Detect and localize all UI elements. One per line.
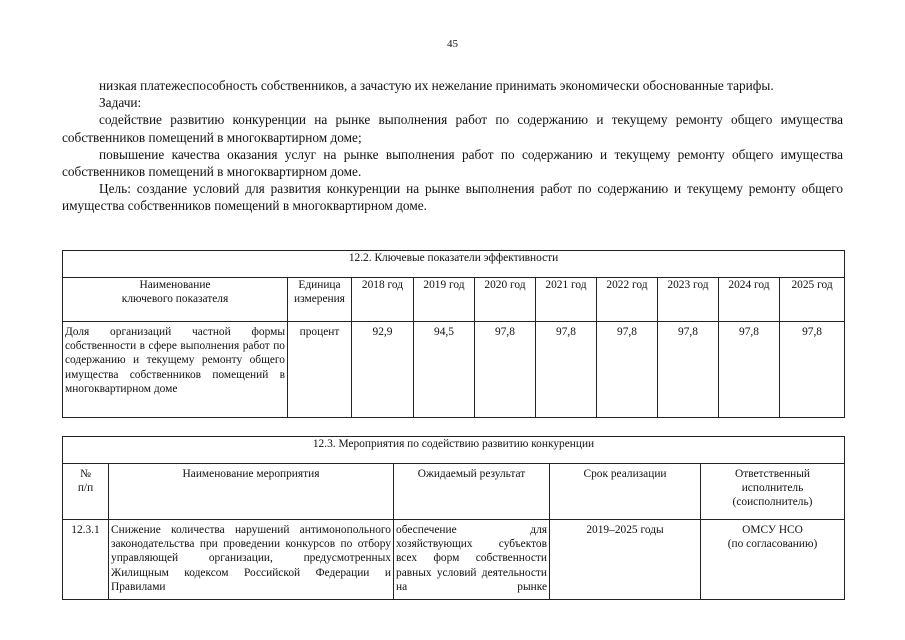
paragraph-tariffs: низкая платежеспособность собственников, а зачастую их нежелание принимать экономически обоснованные тарифы. xyxy=(99,78,774,93)
measures-table-caption: 12.3. Мероприятия по содействию развитию конкуренции xyxy=(63,437,845,464)
measures-header-name: Наименование мероприятия xyxy=(109,464,394,520)
kpi-value: 97,8 xyxy=(658,322,719,418)
kpi-table xyxy=(62,250,845,418)
paragraph-goal: Цель: создание условий для развития конкуренции на рынке выполнения работ по содержанию и текущему ремонту общего имущества собственников помещений в многоквартирном доме. xyxy=(62,181,843,214)
paragraph-task-1: содействие развитию конкуренции на рынке выполнения работ по содержанию и текущему ремонту общего имущества собственников помещений в многоквартирном доме; xyxy=(62,112,843,145)
measures-header-responsible: Ответственный исполнитель (соисполнитель) xyxy=(701,464,845,520)
body-text xyxy=(62,77,843,215)
kpi-value: 97,8 xyxy=(536,322,597,418)
kpi-value: 94,5 xyxy=(414,322,475,418)
measure-responsible: ОМСУ НСО (по согласованию) xyxy=(701,520,845,600)
kpi-indicator-name: Доля организаций частной формы собственности в сфере выполнения работ по содержанию и текущему ремонту общего имущества собственников помещений в многоквартирном доме xyxy=(63,322,288,418)
kpi-value: 97,8 xyxy=(780,322,845,418)
kpi-table-caption: 12.2. Ключевые показатели эффективности xyxy=(63,251,845,278)
measure-period: 2019–2025 годы xyxy=(550,520,701,600)
kpi-header-year: 2025 год xyxy=(780,278,845,322)
measure-num: 12.3.1 xyxy=(63,520,109,600)
kpi-header-year: 2024 год xyxy=(719,278,780,322)
kpi-header-year: 2019 год xyxy=(414,278,475,322)
kpi-value: 97,8 xyxy=(475,322,536,418)
kpi-header-indicator: Наименование ключевого показателя xyxy=(63,278,288,322)
kpi-header-year: 2020 год xyxy=(475,278,536,322)
measures-header-num: № п/п xyxy=(63,464,109,520)
kpi-header-year: 2023 год xyxy=(658,278,719,322)
kpi-header-year: 2021 год xyxy=(536,278,597,322)
kpi-header-unit: Единица измерения xyxy=(288,278,352,322)
kpi-header-year: 2018 год xyxy=(352,278,414,322)
measures-header-period: Срок реализации xyxy=(550,464,701,520)
kpi-value: 92,9 xyxy=(352,322,414,418)
measures-table xyxy=(62,436,845,600)
kpi-header-year: 2022 год xyxy=(597,278,658,322)
measures-header-result: Ожидаемый результат xyxy=(394,464,550,520)
measure-name: Снижение количества нарушений антимонопольного законодательства при проведении конкурсов по отбору управляющей организации, предусмотренных Жилищным кодексом Российской Федерации и Правилами xyxy=(109,520,394,600)
kpi-unit: процент xyxy=(288,322,352,418)
paragraph-task-2: повышение качества оказания услуг на рынке выполнения работ по содержанию и текущему ремонту общего имущества собственников помещений в многоквартирном доме. xyxy=(62,146,843,180)
paragraph-tasks-heading: Задачи: xyxy=(99,95,142,111)
measure-result: обеспечение для хозяйствующих субъектов всех форм собственности равных условий деятельности на рынке xyxy=(394,520,550,600)
page-number: 45 xyxy=(447,38,458,50)
kpi-value: 97,8 xyxy=(719,322,780,418)
kpi-value: 97,8 xyxy=(597,322,658,418)
